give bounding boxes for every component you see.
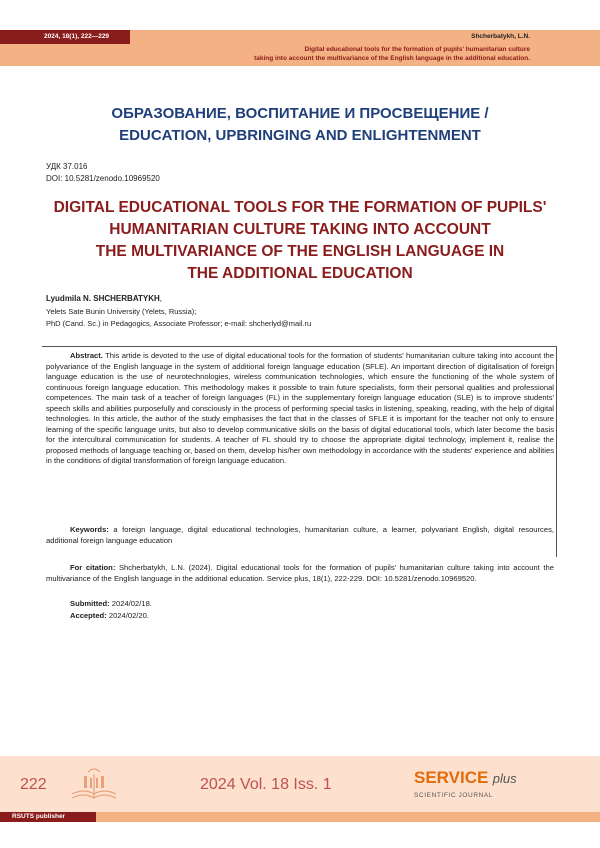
running-title-line-1: Digital educational tools for the formation of pupils' humanitarian culture xyxy=(304,46,530,53)
volume-info: 2024 Vol. 18 Iss. 1 xyxy=(200,776,332,793)
citation xyxy=(46,563,554,584)
section-title-line-1: ОБРАЗОВАНИЕ, ВОСПИТАНИЕ И ПРОСВЕЩЕНИЕ / xyxy=(111,105,489,122)
running-title-line-2: taking into account the multivariance of the English language in the additional education. xyxy=(254,55,530,62)
header-author: Shcherbatykh, L.N. xyxy=(471,33,530,40)
accepted-line xyxy=(46,611,578,622)
doi: DOI: 10.5281/zenodo.10969520 xyxy=(46,174,160,183)
section-title-line-2: EDUCATION, UPBRINGING AND ENLIGHTENMENT xyxy=(119,127,481,144)
author-name: Lyudmila N. SHCHERBATYKH xyxy=(46,294,160,303)
article-title-line-2: HUMANITARIAN CULTURE TAKING INTO ACCOUNT xyxy=(109,221,491,238)
article-title-line-4: THE ADDITIONAL EDUCATION xyxy=(187,265,413,282)
article-title-line-1: DIGITAL EDUCATIONAL TOOLS FOR THE FORMATION OF PUPILS' xyxy=(53,199,547,216)
keywords xyxy=(46,525,554,546)
author-affiliation: Yelets Sate Bunin University (Yelets, Russia); xyxy=(46,307,197,316)
abstract-text: This artide is devoted to the use of digital educational tools for the formation of students' humanitarian culture taking into account the polyvariance of the English language in the system of additional foreign language education (SFLE). An important direction of digitalisation of foreign language education is the use of neurotechnologies, wireless communication technologies, which ensure the functioning of the whole system of continuous foreign language education. This methodology makes it possible to train future specialists, form their personal qualities and professional competences. The main task of a teacher of foreign languages (FL) in the supplementary foreign language education (SLE) is to improve students' speech skills and abilities purposefully and consciously in the process of performing special tasks in listening, speaking, reading, with the help of digital technologies. In this article, the author of the study emphasises the fact that in the classes of SFLE it is important for the teacher not only to ensure learning of the specific language units, but also to develop communicative skills on the basis of digital educational tools, which later become the basis for the intercultural communication for students. A teacher of FL should try to choose the appropriate digital technology, implement it, realise the proposed methods of language teaching or, based on them, develop his/her own methodology in accordance with the students' experience and abilities in the conditions of digital transformation of foreign language education. xyxy=(46,351,554,465)
running-title-bar xyxy=(0,44,600,66)
publisher-tag: RSUTS publisher xyxy=(0,812,96,822)
brand-italic: plus xyxy=(492,771,517,786)
submitted-line xyxy=(46,599,578,610)
accepted-date: 2024/02/20. xyxy=(108,611,149,620)
keywords-label: Keywords: xyxy=(70,525,109,534)
brand-subtitle: SCIENTIFIC JOURNAL xyxy=(414,792,494,799)
author-line xyxy=(46,294,162,303)
citation-text: Shcherbatykh, L.N. (2024). Digital educational tools for the formation of pupils' humanitarian culture taking into account the multivariance of the English language in the additional education. Service plus, 18(1), 222-229. DOI: 10.5281/zenodo.10969520. xyxy=(46,563,554,583)
issue-text: 2024, 18(1), 222—229 xyxy=(44,33,110,40)
article-title-line-3: THE MULTIVARIANCE OF THE ENGLISH LANGUAGE IN xyxy=(95,243,505,260)
citation-label: For citation: xyxy=(70,563,116,572)
university-logo xyxy=(66,764,122,806)
page-number: 222 xyxy=(20,776,47,793)
abstract xyxy=(46,351,554,467)
journal-brand xyxy=(414,768,517,799)
keywords-text: a foreign language, digital educational technologies, humanitarian culture, a learner, polyvariant English, digital resources, additional foreign language education xyxy=(46,525,554,545)
accepted-label: Accepted: xyxy=(70,611,107,620)
submitted-date: 2024/02/18. xyxy=(111,599,152,608)
brand-main: SERVICE xyxy=(414,768,489,787)
udc: УДК 37.016 xyxy=(46,162,88,171)
issue-tag xyxy=(0,30,130,44)
author-degree: PhD (Cand. Sc.) in Pedagogics, Associate Professor; e-mail: shcherlyd@mail.ru xyxy=(46,319,312,328)
book-logo-icon xyxy=(66,764,122,806)
submitted-label: Submitted: xyxy=(70,599,110,608)
abstract-label: Abstract. xyxy=(70,351,103,360)
author-name-suffix: , xyxy=(159,294,163,303)
